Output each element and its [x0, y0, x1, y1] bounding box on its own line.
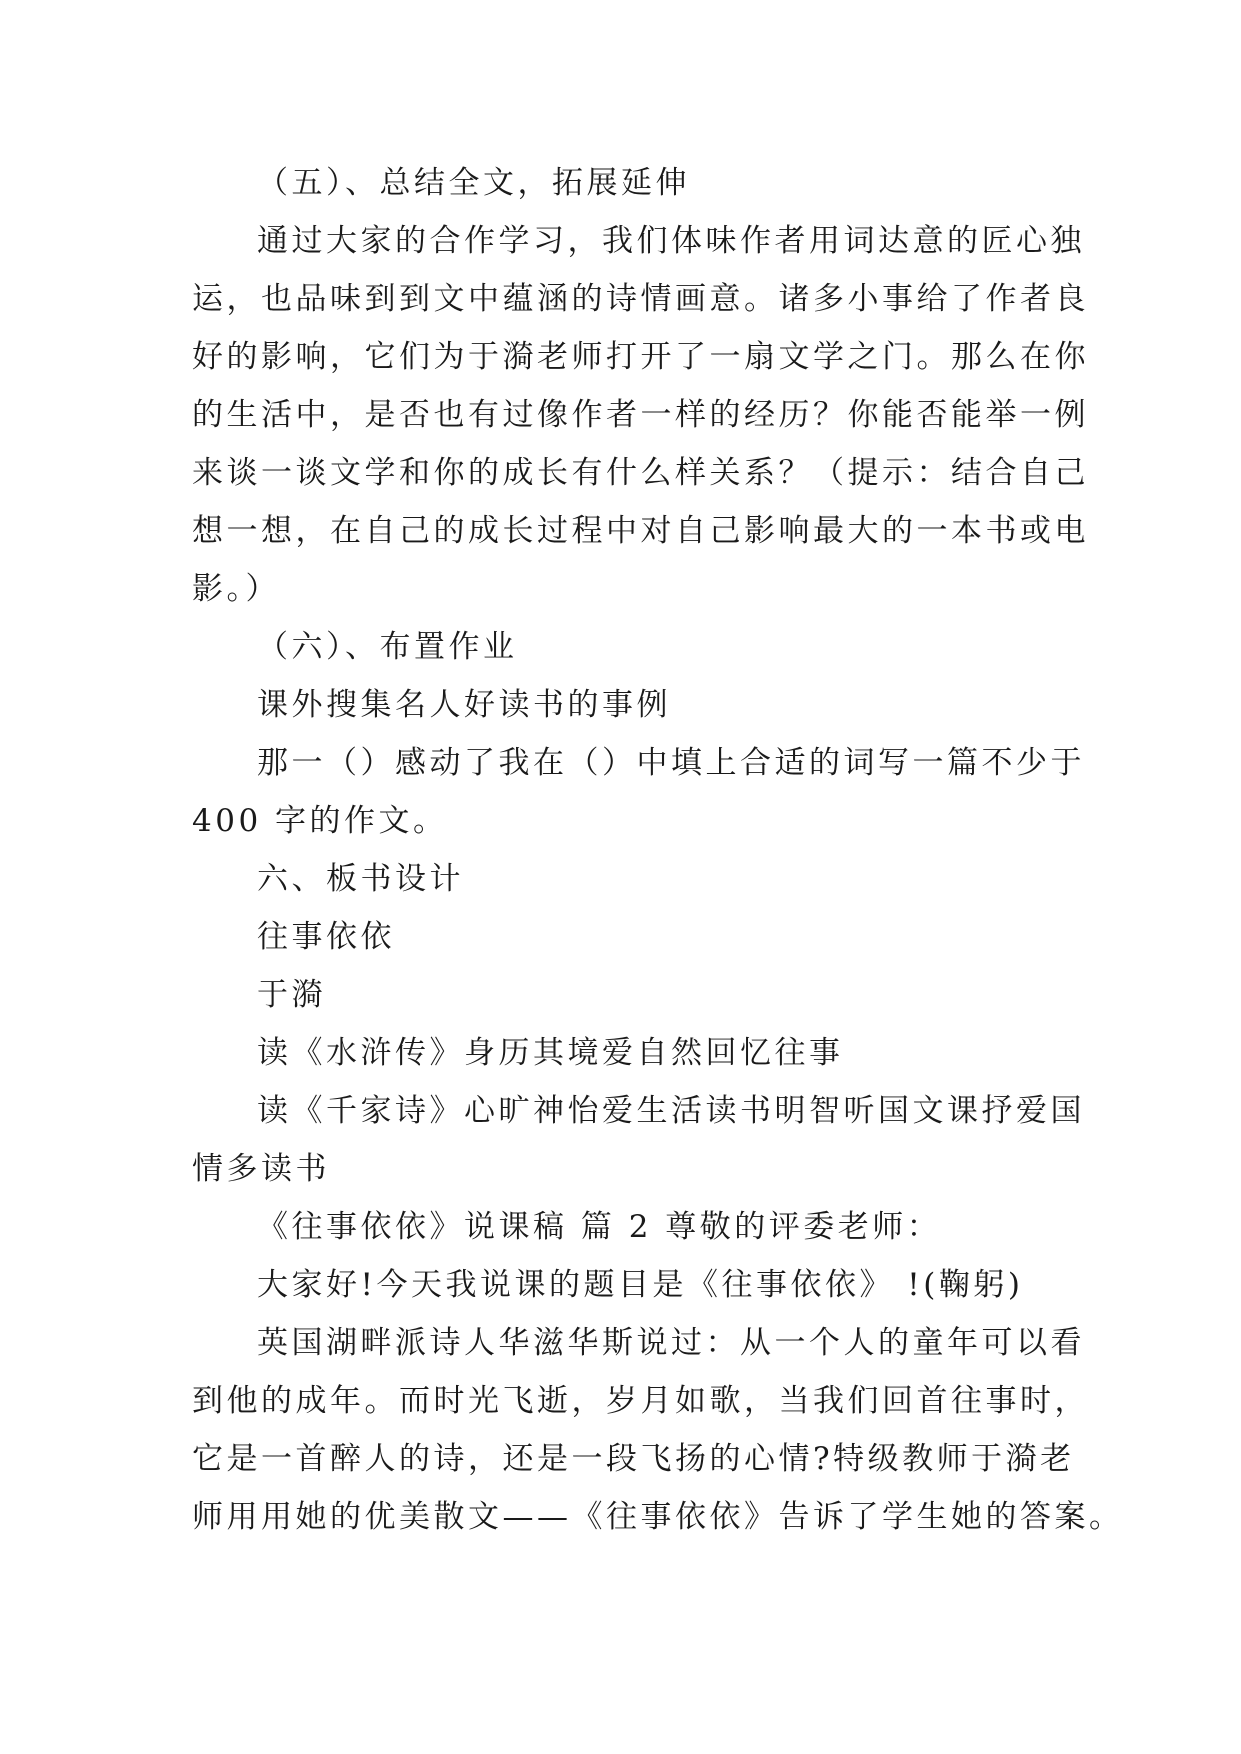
paragraph-line: 400 字的作文。: [192, 803, 448, 839]
paragraph-line: 师用用她的优美散文——《往事依依》告诉了学生她的答案。: [192, 1499, 1124, 1535]
paragraph-line: 想一想，在自己的成长过程中对自己影响最大的一本书或电: [192, 513, 1089, 549]
paragraph-line: 它是一首醉人的诗，还是一段飞扬的心情?特级教师于漪老: [192, 1441, 1075, 1477]
section-heading-board-design: 六、板书设计: [257, 861, 464, 897]
board-title: 往事依依: [257, 919, 395, 955]
board-line: 读《水浒传》身历其境爱自然回忆往事: [257, 1035, 844, 1071]
board-line: 情多读书: [192, 1151, 330, 1187]
paragraph-line: 的生活中，是否也有过像作者一样的经历？你能否能举一例: [192, 397, 1089, 433]
board-line: 读《千家诗》心旷神怡爱生活读书明智听国文课抒爱国: [257, 1093, 1085, 1129]
paragraph-line: 来谈一谈文学和你的成长有什么样关系？（提示：结合自己: [192, 455, 1089, 491]
paragraph-line: 运，也品味到到文中蕴涵的诗情画意。诸多小事给了作者良: [192, 281, 1089, 317]
paragraph-line: 通过大家的合作学习，我们体味作者用词达意的匠心独: [257, 223, 1085, 259]
paragraph-line: 到他的成年。而时光飞逝，岁月如歌，当我们回首往事时，: [192, 1383, 1089, 1419]
board-author: 于漪: [257, 977, 326, 1013]
article-2-heading: 《往事依依》说课稿 篇 2 尊敬的评委老师：: [257, 1209, 942, 1245]
paragraph-line: 英国湖畔派诗人华滋华斯说过：从一个人的童年可以看: [257, 1325, 1085, 1361]
paragraph-line: 影。）: [192, 571, 280, 607]
paragraph-line: 课外搜集名人好读书的事例: [257, 687, 671, 723]
paragraph-line: 那一（）感动了我在（）中填上合适的词写一篇不少于: [257, 745, 1085, 781]
section-heading-homework: （六）、布置作业: [257, 629, 518, 665]
section-heading-summary: （五）、总结全文，拓展延伸: [257, 165, 690, 201]
paragraph-line: 好的影响，它们为于漪老师打开了一扇文学之门。那么在你: [192, 339, 1089, 375]
paragraph-line: 大家好!今天我说课的题目是《往事依依》 !(鞠躬): [257, 1267, 1024, 1303]
